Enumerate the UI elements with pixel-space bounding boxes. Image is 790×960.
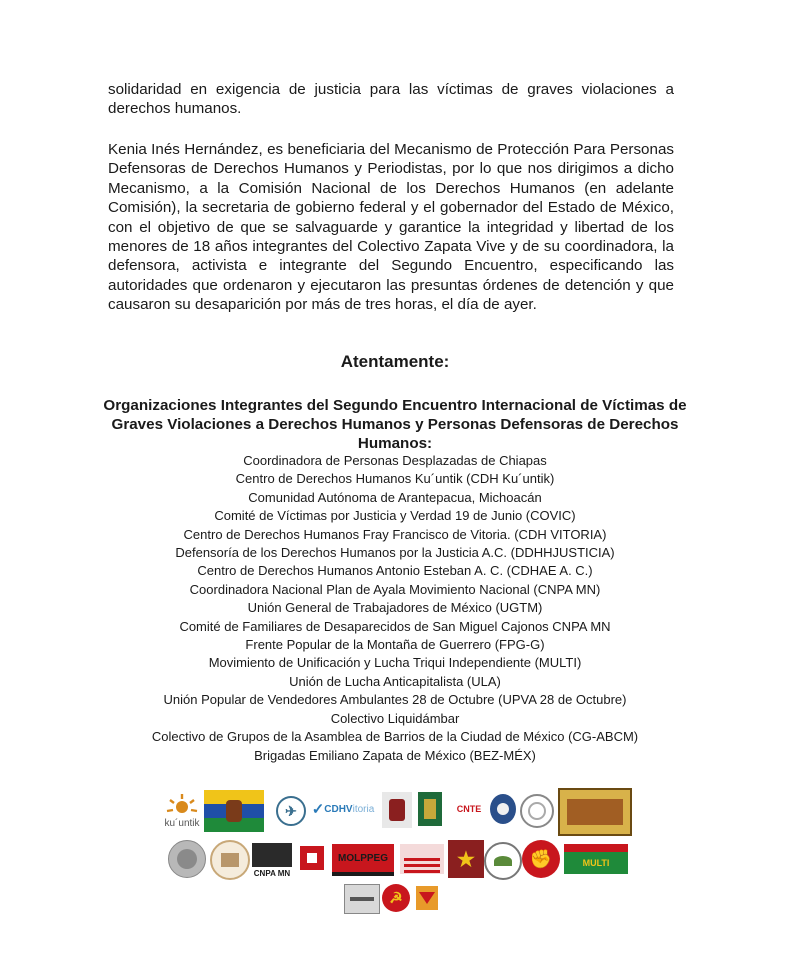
grey-seal-icon (168, 840, 206, 878)
closing-salutation: Atentamente: (340, 352, 450, 371)
list-item: Coordinadora Nacional Plan de Ayala Movimiento Nacional (CNPA MN) (189, 581, 601, 597)
list-item: Movimiento de Unificación y Lucha Triqui Independiente (MULTI) (208, 655, 582, 671)
list-item: Colectivo de Grupos de la Asamblea de Barrios de la Ciudad de México (CG-ABCM) (151, 729, 639, 745)
paragraph-intro: solidaridad en exigencia de justicia para las víctimas de graves violaciones a derechos humanos. (108, 81, 674, 118)
list-item: Comité de Víctimas por Justicia y Verdad 19 de Junio (COVIC) (214, 508, 576, 524)
list-item: Unión Popular de Vendedores Ambulantes 28 de Octubre (UPVA 28 de Octubre) (163, 692, 627, 708)
list-item: Defensoría de los Derechos Humanos por la Justicia A.C. (DDHHJUSTICIA) (175, 545, 615, 561)
dove-icon: ✈ (276, 796, 306, 826)
grey-banner-icon (344, 884, 380, 914)
text-banner-icon (400, 844, 444, 874)
red-fist-icon: ✊ (522, 840, 560, 878)
round-emblem-icon (484, 842, 522, 880)
list-item: Centro de Derechos Humanos Ku´untik (CDH Ku´untik) (235, 471, 555, 487)
sepia-seal-icon (210, 840, 250, 880)
red-star-icon: ★ (448, 840, 484, 878)
cnte-logo: CNTE (456, 804, 482, 814)
list-item: Comité de Familiares de Desaparecidos de San Miguel Cajonos CNPA MN (179, 618, 611, 634)
molppeg-logo: MOLPPEG (332, 844, 394, 876)
circular-seal-icon (520, 794, 554, 828)
list-item: Brigadas Emiliano Zapata de México (BEZ-MÉX) (254, 747, 536, 763)
flag-logo (204, 790, 264, 832)
organizations-heading: Organizaciones Integrantes del Segundo Encuentro Internacional de Víctimas de Graves Violaciones a Derechos Humanos y Personas Defensoras de Derechos Humanos: (103, 397, 687, 452)
arantepacua-emblem-icon (382, 792, 412, 828)
list-item: Centro de Derechos Humanos Fray Francisco de Vitoria. (CDH VITORIA) (183, 526, 607, 542)
list-item: Centro de Derechos Humanos Antonio Esteban A. C. (CDHAE A. C.) (197, 563, 593, 579)
organizations-list (70, 452, 720, 765)
cnpa-logo: CNPA MN (248, 840, 296, 880)
orange-pennant-icon (416, 886, 438, 910)
cdhvitoria-logo: ✓ CDHV itoria (311, 801, 375, 818)
paragraph-main: Kenia Inés Hernández, es beneficiaria del Mecanismo de Protección Para Personas Defensoras de Derechos Humanos y Periodistas, por lo que nos dirigimos a dicho Mecanismo, a la Comisión Nacional de los Derechos Humanos (en adelante Comisión), la secretaria de gobierno federal y el gobernador del Estado de México, con el objetivo de que se salvaguarde y garantice la integridad y libertad de los menores de 18 años integrantes del Colectivo Zapata Vive y de su coordinadora, la defensora, activista e integrante del Segundo Encuentro, especificando las autoridades que ordenaron y ejecutaron las presuntas órdenes de detención y que causaron su desaparición por más de tres horas, el día de ayer. (108, 141, 674, 314)
list-item: Unión de Lucha Anticapitalista (ULA) (289, 673, 501, 689)
logo-row-1 (0, 786, 790, 846)
list-item: Frente Popular de la Montaña de Guerrero (FPG-G) (245, 637, 545, 653)
red-square-icon (300, 846, 324, 870)
green-emblem-icon (418, 792, 442, 826)
blue-emblem-icon (490, 794, 516, 824)
list-item: Comunidad Autónoma de Arantepacua, Michoacán (248, 489, 542, 505)
multi-logo: MULTI (564, 844, 628, 874)
kuuntik-logo: ku´untik (158, 786, 206, 834)
logo-row-3 (0, 884, 790, 944)
list-item: Coordinadora de Personas Desplazadas de Chiapas (243, 453, 547, 468)
mural-logo (558, 788, 632, 836)
hammer-sickle-icon: ☭ (382, 884, 410, 912)
list-item: Colectivo Liquidámbar (330, 710, 460, 726)
list-item: Unión General de Trabajadores de México (UGTM) (247, 600, 543, 616)
